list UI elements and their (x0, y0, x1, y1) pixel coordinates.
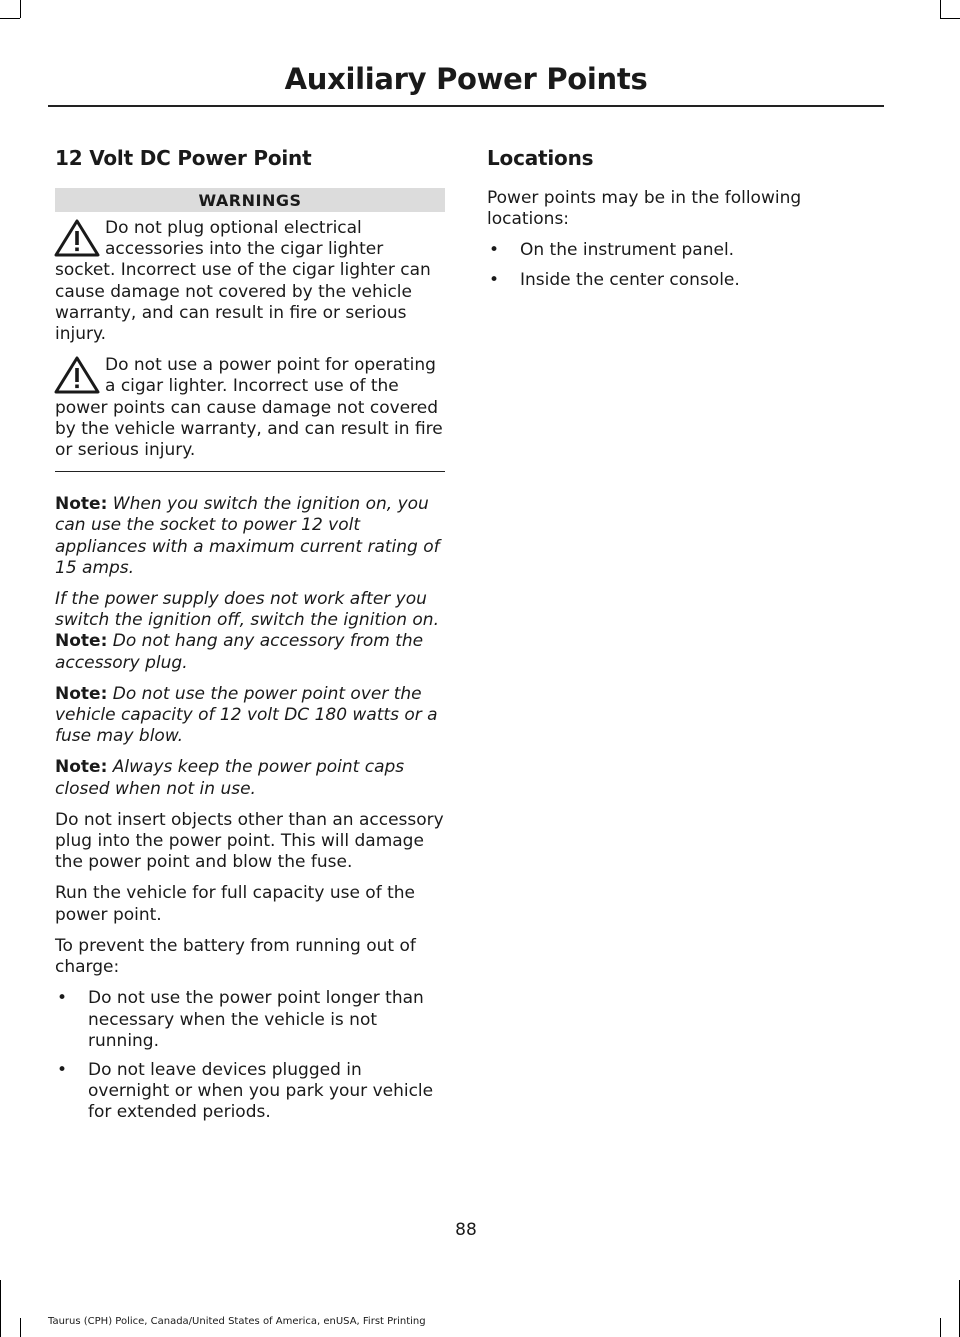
bullet-list (487, 240, 867, 290)
header-rule (48, 105, 884, 107)
note-text: Do not hang any accessory from the accessory plug. (55, 631, 424, 673)
crop-mark (0, 18, 20, 19)
warnings-header: WARNINGS (55, 188, 445, 212)
note-text: When you switch the ignition on, you can use the socket to power 12 volt appliances with a maximum current rating of 15 amps. (55, 494, 440, 578)
bullet-glyph: • (489, 269, 500, 290)
crop-mark (20, 1318, 21, 1337)
list-item (487, 270, 867, 291)
bullet-glyph: • (489, 240, 500, 261)
crop-mark (0, 1280, 1, 1337)
list-item-text: On the instrument panel. (520, 240, 735, 261)
crop-mark (940, 18, 960, 19)
note-paragraph (55, 757, 445, 799)
note-continuation: If the power supply does not work after you switch the ignition off, switch the ignition on. (55, 589, 439, 631)
crop-mark (20, 0, 21, 18)
list-item (55, 988, 445, 1052)
crop-mark (940, 0, 941, 18)
list-item-text: Do not use the power point longer than necessary when the vehicle is not running. (88, 988, 424, 1051)
note-label: Note: (55, 757, 108, 778)
bullet-list (55, 988, 445, 1123)
crop-mark (940, 1318, 941, 1337)
body-paragraph: Run the vehicle for full capacity use of the power point. (55, 883, 415, 925)
body-paragraph: To prevent the battery from running out of charge: (55, 935, 416, 978)
warning-triangle-icon (53, 218, 101, 258)
note-paragraph (55, 494, 445, 579)
section-heading-locations: Locations (487, 146, 594, 170)
warning-triangle-icon (53, 355, 101, 395)
section-heading-power-point: 12 Volt DC Power Point (55, 146, 312, 170)
list-item (487, 240, 867, 261)
note-label: Note: (55, 683, 108, 704)
list-item-text: Do not leave devices plugged in overnight or when you park your vehicle for extended periods. (88, 1059, 434, 1123)
note-text: Always keep the power point caps closed when not in use. (55, 757, 405, 799)
body-paragraph: Do not insert objects other than an accessory plug into the power point. This will damage the power point and blow the fuse. (55, 809, 444, 873)
footer-text: Taurus (CPH) Police, Canada/United States of America, enUSA, First Printing (48, 1316, 426, 1327)
note-label: Note: (55, 631, 108, 652)
bullet-glyph: • (57, 988, 68, 1009)
page-title: Auxiliary Power Points (284, 62, 648, 96)
list-item (55, 1060, 445, 1124)
warnings-end-rule (55, 461, 445, 472)
page-number: 88 (455, 1220, 477, 1240)
note-paragraph (55, 684, 445, 748)
bullet-glyph: • (57, 1059, 68, 1080)
body-paragraph: Power points may be in the following locations: (487, 188, 802, 230)
warning-block (55, 355, 445, 461)
warning-block (55, 218, 445, 345)
note-text: Do not use the power point over the vehicle capacity of 12 volt DC 180 watts or a fuse may blow. (55, 683, 438, 747)
note-label: Note: (55, 494, 108, 515)
right-column (487, 146, 867, 299)
warning-text: Do not use a power point for operating a cigar lighter. Incorrect use of the power points can cause damage not covered by the vehicle warranty, and can result in fire or serious injury. (55, 355, 443, 461)
note-paragraph (55, 631, 445, 673)
left-column (55, 146, 445, 1132)
list-item-text: Inside the center console. (520, 269, 740, 290)
warning-text: Do not plug optional electrical accessories into the cigar lighter socket. Incorrect use of the cigar lighter can cause damage not covered by the vehicle warranty, and can result in fire or serious injury. (55, 218, 431, 345)
